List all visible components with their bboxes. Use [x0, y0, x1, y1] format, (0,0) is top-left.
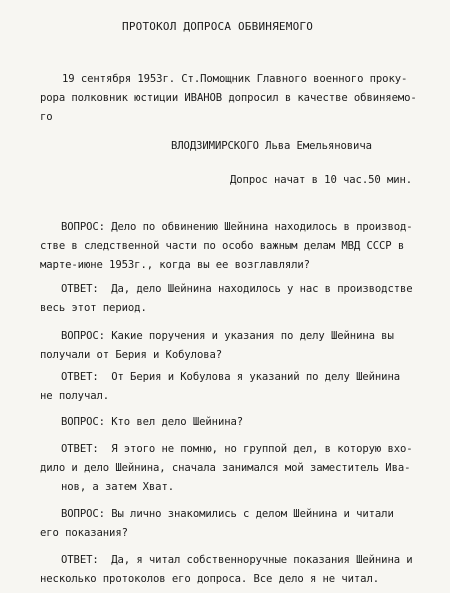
- answer-line: несколько протоколов его допроса. Все дело я не читал.: [40, 573, 380, 585]
- answer-line: ОТВЕТ: От Берия и Кобулова я указаний по делу Шейнина: [61, 371, 401, 383]
- question-line: ВОПРОС: Вы лично знакомились с делом Шейнина и читали: [61, 508, 394, 520]
- accused-name: ВЛОДЗИМИРСКОГО Льва Емельяновича: [171, 140, 372, 152]
- intro-line: го: [40, 111, 53, 123]
- answer-line: ОТВЕТ: Да, я читал собственноручные показания Шейнина и: [61, 554, 413, 566]
- start-time-note: Допрос начат в 10 час.50 мин.: [230, 174, 413, 186]
- answer-line: дило и дело Шейнина, сначала занимался мой заместитель Ива-: [40, 462, 411, 474]
- question-line: получали от Берия и Кобулова?: [40, 349, 223, 361]
- question-line: ВОПРОС: Дело по обвинению Шейнина находилось в производ-: [61, 221, 413, 233]
- question-line: его показания?: [40, 527, 128, 539]
- question-line: ВОПРОС: Кто вел дело Шейнина?: [61, 416, 244, 428]
- question-line: марте-июне 1953г., когда вы ее возглавляли?: [40, 259, 310, 271]
- answer-line: нов, а затем Хват.: [61, 481, 175, 493]
- answer-line: не получал.: [40, 390, 110, 402]
- answer-line: ОТВЕТ: Я этого не помню, но группой дел, в которую вхо-: [61, 443, 413, 455]
- intro-line: рора полковник юстиции ИВАНОВ допросил в качестве обвиняемо-: [40, 92, 417, 104]
- intro-line: 19 сентября 1953г. Ст.Помощник Главного военного проку-: [62, 73, 408, 85]
- answer-line: ОТВЕТ: Да, дело Шейнина находилось у нас в производстве: [61, 283, 413, 295]
- question-line: стве в следственной части по особо важным делам МВД СССР в: [40, 240, 405, 252]
- answer-line: весь этот период.: [40, 302, 147, 314]
- document-title: ПРОТОКОЛ ДОПРОСА ОБВИНЯЕМОГО: [122, 20, 314, 33]
- question-line: ВОПРОС: Какие поручения и указания по делу Шейнина вы: [61, 330, 394, 342]
